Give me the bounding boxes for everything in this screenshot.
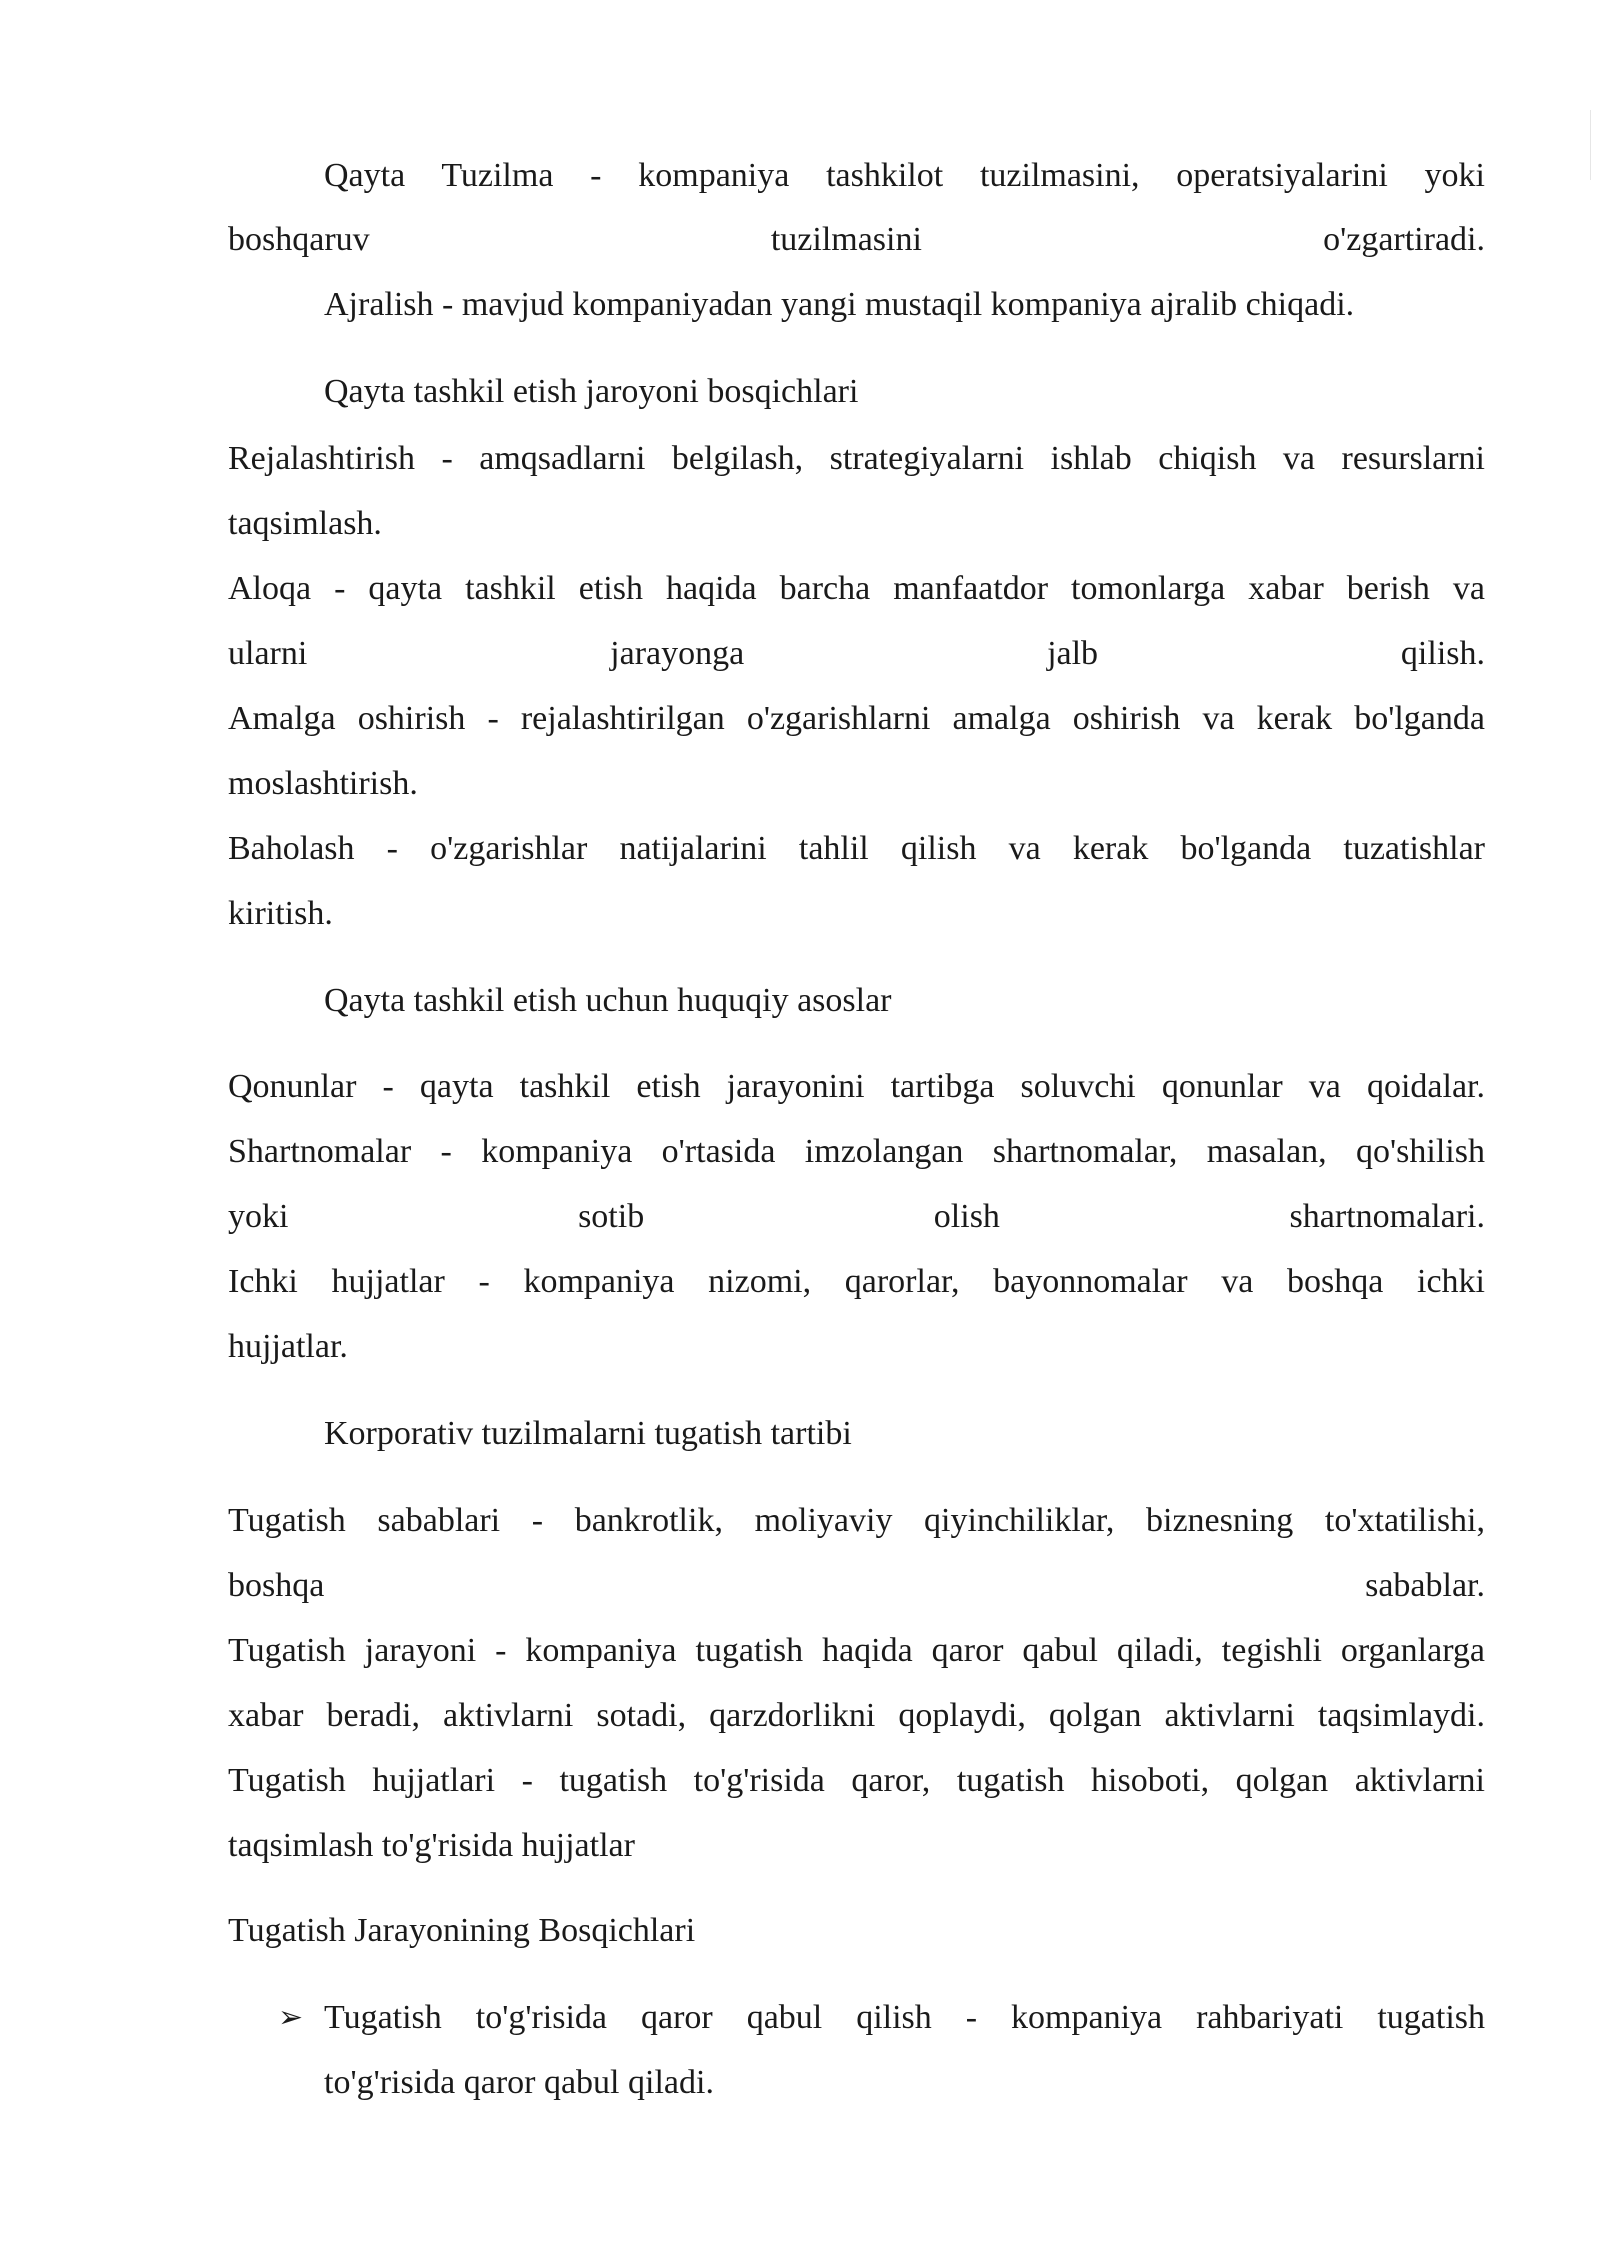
text-line: yoki sotib olish shartnomalari. — [228, 1198, 1485, 1235]
text-line: hujjatlar. — [228, 1328, 348, 1365]
text-line: taqsimlash to'g'risida hujjatlar — [228, 1827, 635, 1864]
text-line: moslashtirish. — [228, 765, 418, 802]
text-line: Baholash - o'zgarishlar natijalarini tahlil qilish va kerak bo'lganda tuzatishlar — [228, 830, 1485, 867]
text-line: Qonunlar - qayta tashkil etish jarayonini tartibga soluvchi qonunlar va qoidalar. — [228, 1068, 1485, 1105]
page-edge-mark — [1590, 110, 1591, 180]
text-line: ularni jarayonga jalb qilish. — [228, 635, 1485, 672]
section-heading: Tugatish Jarayonining Bosqichlari — [228, 1912, 696, 1949]
section-heading: Qayta tashkil etish jaroyoni bosqichlari — [324, 373, 859, 410]
text-line: Qayta Tuzilma - kompaniya tashkilot tuzilmasini, operatsiyalarini yoki — [324, 157, 1485, 194]
section-heading: Korporativ tuzilmalarni tugatish tartibi — [324, 1415, 852, 1452]
text-line: xabar beradi, aktivlarni sotadi, qarzdorlikni qoplaydi, qolgan aktivlarni taqsimlaydi. — [228, 1697, 1485, 1734]
list-item: Tugatish to'g'risida qaror qabul qilish - kompaniya rahbariyati tugatish — [324, 1999, 1485, 2036]
text-line: boshqaruv tuzilmasini o'zgartiradi. — [228, 221, 1485, 258]
text-line: boshqa sabablar. — [228, 1567, 1485, 1604]
list-item-continuation: to'g'risida qaror qabul qiladi. — [324, 2064, 714, 2101]
text-line: Tugatish sabablari - bankrotlik, moliyaviy qiyinchiliklar, biznesning to'xtatilishi, — [228, 1502, 1485, 1539]
text-line: Ichki hujjatlar - kompaniya nizomi, qarorlar, bayonnomalar va boshqa ichki — [228, 1263, 1485, 1300]
arrow-bullet-icon: ➢ — [278, 2000, 304, 2035]
text-line: Rejalashtirish - amqsadlarni belgilash, strategiyalarni ishlab chiqish va resurslarni — [228, 440, 1485, 477]
text-line: Tugatish hujjatlari - tugatish to'g'risida qaror, tugatish hisoboti, qolgan aktivlarni — [228, 1762, 1485, 1799]
text-line: kiritish. — [228, 895, 333, 932]
text-line: Shartnomalar - kompaniya o'rtasida imzolangan shartnomalar, masalan, qo'shilish — [228, 1133, 1485, 1170]
text-line: Ajralish - mavjud kompaniyadan yangi mustaqil kompaniya ajralib chiqadi. — [324, 286, 1355, 323]
text-line: Tugatish jarayoni - kompaniya tugatish haqida qaror qabul qiladi, tegishli organlarga — [228, 1632, 1485, 1669]
text-line: taqsimlash. — [228, 505, 382, 542]
section-heading: Qayta tashkil etish uchun huquqiy asoslar — [324, 982, 892, 1019]
text-line: Amalga oshirish - rejalashtirilgan o'zgarishlarni amalga oshirish va kerak bo'lganda — [228, 700, 1485, 737]
text-line: Aloqa - qayta tashkil etish haqida barcha manfaatdor tomonlarga xabar berish va — [228, 570, 1485, 607]
